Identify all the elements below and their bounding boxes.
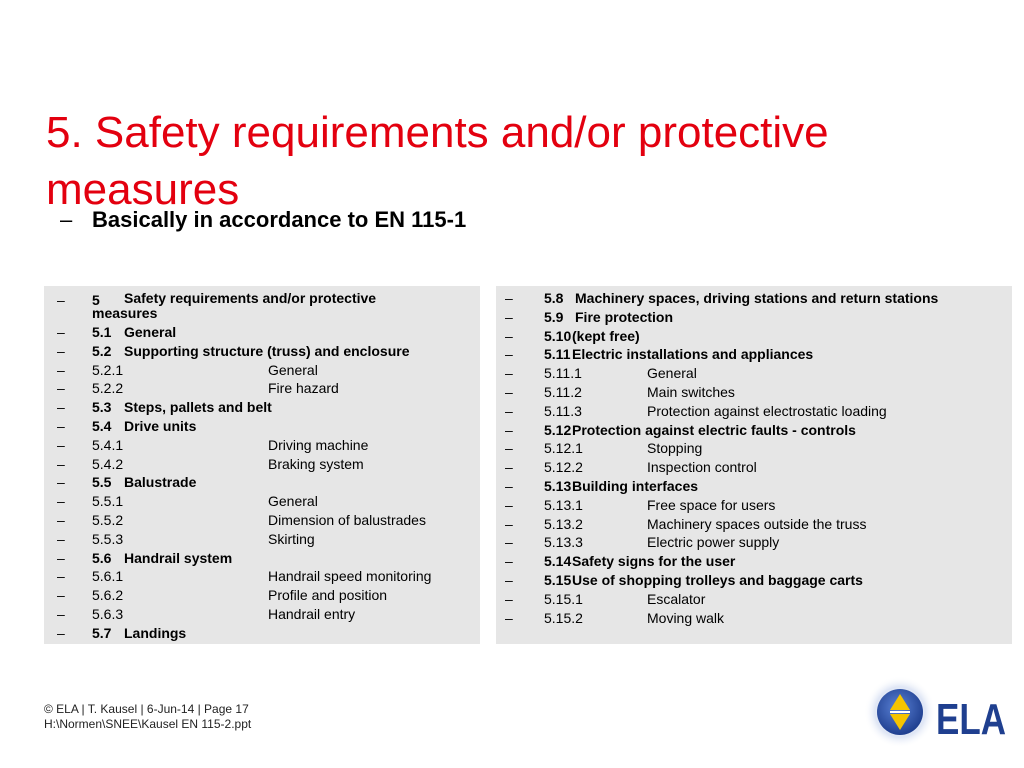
section-number: 5.12 <box>544 421 572 438</box>
left-toc-panel <box>44 286 480 644</box>
bullet-dash: – <box>57 399 65 416</box>
bullet-dash: – <box>57 568 65 585</box>
section-title: Machinery spaces outside the truss <box>647 515 867 532</box>
bullet-dash: – <box>505 365 513 382</box>
ela-logo <box>866 672 1010 752</box>
toc-item <box>496 439 1012 458</box>
toc-item <box>44 492 480 511</box>
bullet-dash: – <box>57 493 65 510</box>
bullet-dash: – <box>57 455 65 472</box>
bullet-dash: – <box>505 571 513 588</box>
bullet-dash: – <box>57 549 65 566</box>
toc-item <box>496 552 1012 571</box>
section-number: 5.12.1 <box>544 440 583 457</box>
section-title: (kept free) <box>572 327 640 344</box>
section-number: 5.11.2 <box>544 383 582 400</box>
toc-item <box>44 342 480 361</box>
toc-item <box>44 511 480 530</box>
toc-item <box>44 289 480 323</box>
toc-item <box>496 458 1012 477</box>
bullet-dash: – <box>60 207 73 232</box>
section-number: 5.5.2 <box>92 511 124 528</box>
section-title: Safety requirements and/or protective <box>124 290 377 306</box>
toc-item <box>496 533 1012 552</box>
section-number: 5.13 <box>544 477 572 494</box>
section-number: 5.15.2 <box>544 609 583 626</box>
toc-item <box>496 402 1012 421</box>
toc-item <box>496 308 1012 327</box>
section-title: Building interfaces <box>572 477 699 494</box>
bullet-dash: – <box>57 587 65 604</box>
bullet-dash: – <box>57 624 65 641</box>
bullet-dash: – <box>57 342 65 359</box>
section-title: Escalator <box>647 590 706 607</box>
toc-item <box>44 586 480 605</box>
section-number: 5.5.3 <box>92 530 124 547</box>
section-number: 5.1 <box>92 324 112 340</box>
section-title: Inspection control <box>647 459 757 476</box>
toc-item <box>496 345 1012 364</box>
bullet-dash: – <box>57 605 65 622</box>
section-title: General <box>268 493 318 510</box>
section-number: 5.6.3 <box>92 605 124 622</box>
bullet-dash: – <box>505 383 513 400</box>
section-title: Free space for users <box>647 496 776 513</box>
section-number: 5.11 <box>544 346 571 363</box>
toc-item <box>44 398 480 417</box>
section-title: Electric power supply <box>647 534 780 551</box>
bullet-dash: – <box>505 459 513 476</box>
subtitle-text: Basically in accordance to EN 115-1 <box>92 207 467 232</box>
section-number: 5.11.3 <box>544 402 582 419</box>
toc-item <box>44 567 480 586</box>
section-number: 5.15 <box>544 571 572 588</box>
bullet-dash: – <box>57 324 65 340</box>
section-number: 5.4 <box>92 417 112 434</box>
toc-item <box>496 515 1012 534</box>
section-title: Handrail speed monitoring <box>268 568 432 585</box>
bullet-dash: – <box>505 402 513 419</box>
toc-item <box>496 496 1012 515</box>
bullet-dash: – <box>505 290 513 306</box>
section-title: Drive units <box>124 417 197 434</box>
section-number: 5.5 <box>92 474 112 491</box>
section-title: Braking system <box>268 455 364 472</box>
section-title: General <box>268 361 318 378</box>
section-title: Stopping <box>647 440 703 457</box>
section-number: 5.10 <box>544 327 572 344</box>
toc-item <box>44 455 480 474</box>
toc-item <box>44 549 480 568</box>
toc-item <box>44 361 480 380</box>
section-title: Steps, pallets and belt <box>124 399 272 416</box>
toc-item <box>496 590 1012 609</box>
section-title: Use of shopping trolleys and baggage carts <box>572 571 863 588</box>
section-title: Fire hazard <box>268 380 339 397</box>
toc-item <box>44 417 480 436</box>
bullet-dash: – <box>57 361 65 378</box>
toc-item <box>496 421 1012 440</box>
section-number: 5.6.2 <box>92 587 124 604</box>
section-number: 5.5.1 <box>92 493 124 510</box>
bullet-dash: – <box>505 440 513 457</box>
section-title: Supporting structure (truss) and enclosure <box>124 342 410 359</box>
toc-item <box>496 289 1012 308</box>
section-title: Machinery spaces, driving stations and return stations <box>575 290 939 306</box>
section-number: 5.9 <box>544 308 564 325</box>
section-number: 5.4.2 <box>92 455 124 472</box>
section-number: 5.6 <box>92 549 112 566</box>
toc-item <box>44 323 480 342</box>
toc-item <box>496 477 1012 496</box>
bullet-dash: – <box>505 534 513 551</box>
section-number: 5.13.2 <box>544 515 583 532</box>
section-title: Skirting <box>268 530 315 547</box>
section-number: 5 <box>92 292 100 308</box>
section-number: 5.14 <box>544 553 572 570</box>
slide-title: 5. Safety requirements and/or protective measures <box>46 108 829 214</box>
section-title: Main switches <box>647 383 735 400</box>
footer-line-2: H:\Normen\SNEE\Kausel EN 115-2.ppt <box>44 717 252 731</box>
section-title: Balustrade <box>124 474 197 491</box>
bullet-dash: – <box>57 474 65 491</box>
section-title: General <box>124 324 177 340</box>
section-number: 5.15.1 <box>544 590 583 607</box>
section-title: Dimension of balustrades <box>268 511 426 528</box>
toc-item <box>44 436 480 455</box>
section-title: Handrail system <box>124 549 233 566</box>
section-title: Driving machine <box>268 436 369 453</box>
subtitle <box>60 205 466 235</box>
section-number: 5.11.1 <box>544 365 582 382</box>
bullet-dash: – <box>57 530 65 547</box>
toc-item <box>496 327 1012 346</box>
section-number: 5.6.1 <box>92 568 124 585</box>
bullet-dash: – <box>505 553 513 570</box>
bullet-dash: – <box>505 609 513 626</box>
toc-item <box>496 609 1012 628</box>
section-number: 5.2.2 <box>92 380 124 397</box>
right-toc-panel <box>496 286 1012 644</box>
section-number: 5.12.2 <box>544 459 583 476</box>
bullet-dash: – <box>505 421 513 438</box>
section-number: 5.7 <box>92 624 112 641</box>
toc-item <box>44 530 480 549</box>
section-number: 5.2.1 <box>92 361 124 378</box>
section-title-continuation: measures <box>92 305 158 321</box>
bullet-dash: – <box>505 515 513 532</box>
section-title: General <box>647 365 697 382</box>
toc-item <box>44 379 480 398</box>
section-title: Profile and position <box>268 587 388 604</box>
toc-item <box>44 624 480 643</box>
footer <box>44 702 251 732</box>
bullet-dash: – <box>505 496 513 513</box>
bullet-dash: – <box>505 327 513 344</box>
section-title: Moving walk <box>647 609 725 626</box>
bullet-dash: – <box>505 346 513 363</box>
bullet-dash: – <box>505 590 513 607</box>
toc-item <box>44 605 480 624</box>
bullet-dash: – <box>57 292 65 308</box>
toc-item <box>496 383 1012 402</box>
bullet-dash: – <box>57 417 65 434</box>
section-title: Fire protection <box>575 308 674 325</box>
section-number: 5.3 <box>92 399 112 416</box>
section-title: Safety signs for the user <box>572 553 736 570</box>
section-title: Electric installations and appliances <box>572 346 814 363</box>
bullet-dash: – <box>57 380 65 397</box>
footer-line-1: © ELA | T. Kausel | 6-Jun-14 | Page 17 <box>44 702 249 716</box>
section-number: 5.13.3 <box>544 534 583 551</box>
toc-item <box>496 364 1012 383</box>
bullet-dash: – <box>505 477 513 494</box>
section-title: Protection against electric faults - controls <box>572 421 856 438</box>
section-number: 5.2 <box>92 342 112 359</box>
section-number: 5.8 <box>544 290 564 306</box>
bullet-dash: – <box>57 511 65 528</box>
section-number: 5.13.1 <box>544 496 583 513</box>
logo-text: ELA <box>936 695 1006 744</box>
section-title: Handrail entry <box>268 605 356 622</box>
section-title: Landings <box>124 624 187 641</box>
section-title: Protection against electrostatic loading <box>647 402 887 419</box>
bullet-dash: – <box>505 308 513 325</box>
toc-item <box>44 473 480 492</box>
section-number: 5.4.1 <box>92 436 124 453</box>
toc-item <box>496 571 1012 590</box>
bullet-dash: – <box>57 436 65 453</box>
